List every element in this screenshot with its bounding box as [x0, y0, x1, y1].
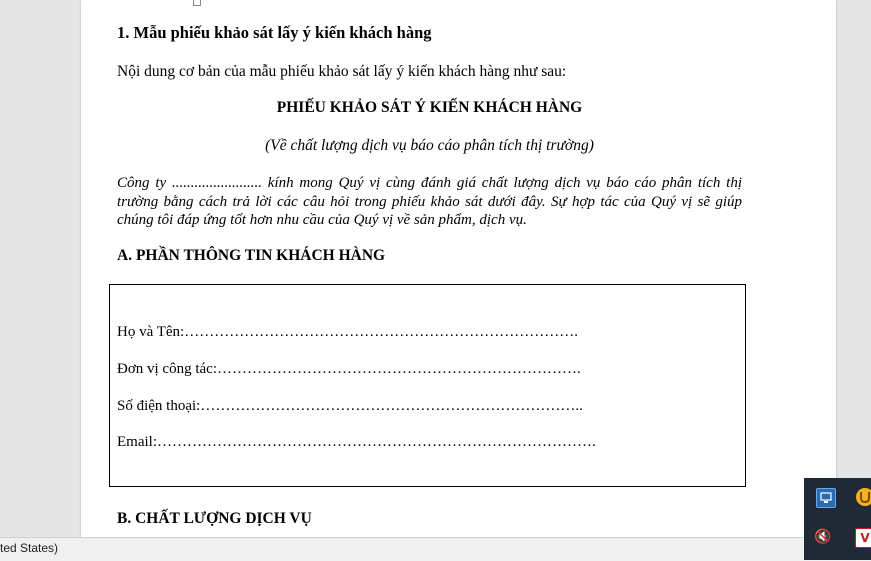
section-a-heading: A. PHẦN THÔNG TIN KHÁCH HÀNG — [117, 247, 386, 264]
customer-info-box — [109, 284, 746, 487]
name-field: Họ và Tên:……………………………………………………………………. — [117, 324, 578, 340]
phone-field: Số điện thoại:………………………………………………………………….. — [117, 398, 583, 414]
language-status[interactable]: ted States) — [0, 541, 59, 555]
intro-text: Nội dung cơ bản của mẫu phiếu khảo sát lấy ý kiến khách hàng như sau: — [117, 63, 567, 80]
heading: 1. Mẫu phiếu khảo sát lấy ý kiến khách hàng — [117, 23, 432, 42]
unikey-icon-glyph — [856, 488, 871, 506]
status-bar — [0, 537, 871, 561]
unikey-icon[interactable] — [856, 488, 871, 506]
email-field: Email:……………………………………………………………………………. — [117, 434, 596, 450]
system-tray — [804, 478, 871, 560]
document-page[interactable] — [81, 0, 836, 540]
form-subtitle: (Về chất lượng dịch vụ báo cáo phân tích thị trường) — [265, 137, 594, 154]
v-app-icon[interactable]: V — [855, 528, 871, 548]
section-b-heading: B. CHẤT LƯỢNG DỊCH VỤ — [117, 510, 312, 527]
workplace-field: Đơn vị công tác:………………………………………………………………. — [117, 361, 581, 377]
page-marker — [193, 0, 201, 6]
network-icon[interactable] — [816, 488, 836, 508]
volume-muted-icon[interactable]: 🔇 — [814, 529, 832, 545]
network-icon-glyph — [817, 489, 835, 507]
form-title: PHIẾU KHẢO SÁT Ý KIẾN KHÁCH HÀNG — [276, 99, 583, 116]
intro-paragraph: Công ty ........................ kính mong Quý vị cùng đánh giá chất lượng dịch vụ báo cáo phân tích thị trường bằng cách trả lời các câu hỏi trong phiếu khảo sát dưới đây. Sự hợp tác của Quý vị sẽ giúp chúng tôi đáp ứng tốt hơn nhu cầu của Quý vị về sản phẩm, dịch vụ. — [117, 175, 742, 228]
